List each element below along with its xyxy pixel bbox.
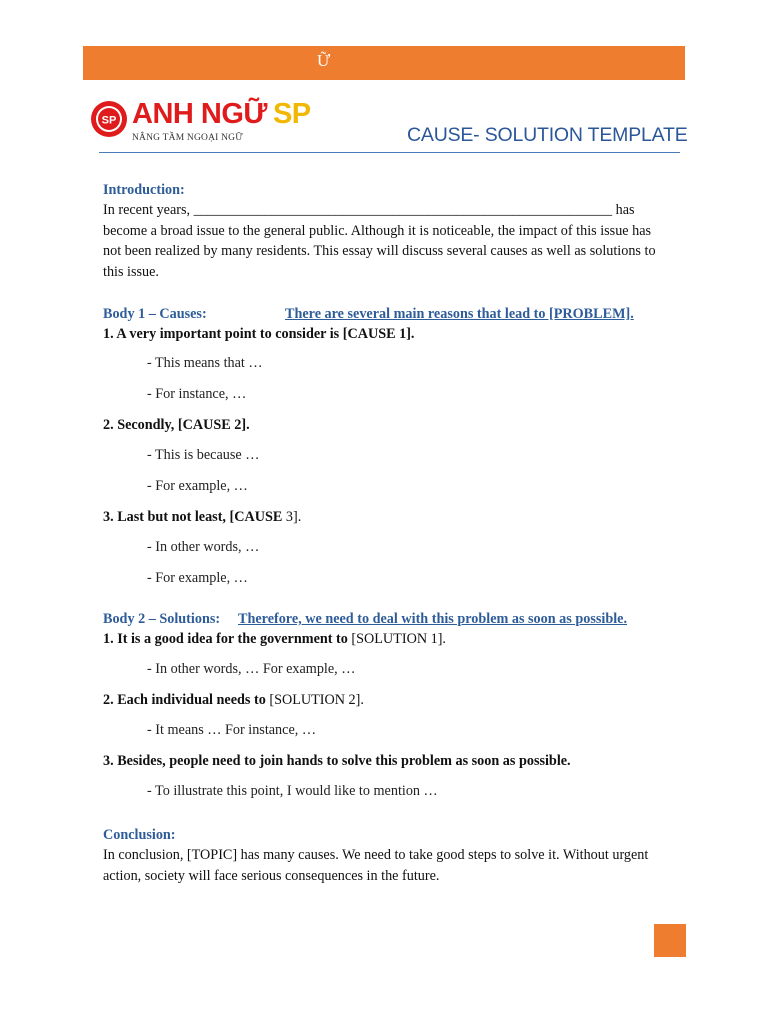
cause-2-sub-2: - For example, … [147,478,248,494]
introduction-text: In recent years, ___________________________________________________________ has become a broad issue to the general public. Although it is noticeable, the impact of this issue has not been realized by many residents. This essay will discuss several causes as well as solutions to this issue. [103,202,656,280]
header-bar [83,46,685,80]
page-corner-mark [654,924,686,957]
cause-3-bold: 3. Last but not least, [CAUSE [103,509,286,525]
solution-3: 3. Besides, people need to join hands to solve this problem as soon as possible. [103,753,571,769]
cause-1: 1. A very important point to consider is [CAUSE 1]. [103,326,415,342]
conclusion-text: In conclusion, [TOPIC] has many causes. We need to take good steps to solve it. Without urgent action, society will face serious consequences in the future. [103,847,649,884]
solution-2-sub-1: - It means … For instance, … [147,722,317,738]
cause-3-sub-1: - In other words, … [147,539,260,555]
solution-2-bold: 2. Each individual needs to [103,692,270,708]
brand-name-left: ANH NGỮ [132,98,267,130]
solution-2-plain: [SOLUTION 2]. [269,692,364,708]
solution-1-plain: [SOLUTION 1]. [351,631,446,647]
brand-logo [90,98,311,150]
conclusion-heading: Conclusion: [103,827,176,843]
document-title: CAUSE- SOLUTION TEMPLATE [407,124,688,146]
cause-3-plain: 3]. [285,509,302,525]
cause-2-sub-1: - This is because … [147,447,260,463]
sp-logo-icon [90,100,128,138]
solution-1-sub-1: - In other words, … For example, … [147,661,356,677]
brand-tagline: NÂNG TẦM NGOẠI NGỮ [132,133,243,143]
cause-1-sub-2: - For instance, … [147,386,247,402]
body2-heading-row [103,609,668,629]
solution-2 [103,690,668,710]
body1-lead: There are several main reasons that lead to [PROBLEM]. [285,306,634,322]
cause-3-sub-2: - For example, … [147,570,248,586]
introduction-heading: Introduction: [103,182,185,198]
brand-name [132,98,311,130]
cause-3 [103,507,668,527]
cause-1-sub-1: - This means that … [147,355,263,371]
document-body [103,180,668,886]
body2-lead: Therefore, we need to deal with this problem as soon as possible. [238,611,627,627]
body1-heading-row [103,304,668,324]
solution-1 [103,629,668,649]
body1-heading: Body 1 – Causes: [103,306,207,322]
cause-2: 2. Secondly, [CAUSE 2]. [103,417,250,433]
brand-name-right: SP [272,98,311,130]
solution-3-sub-1: - To illustrate this point, I would like to mention … [147,783,438,799]
body2-heading: Body 2 – Solutions: [103,611,221,627]
title-divider [99,152,680,153]
header-bar-text: Ữ [317,51,331,70]
solution-1-bold: 1. It is a good idea for the government to [103,631,352,647]
logo-mark-text: SP [101,114,117,127]
